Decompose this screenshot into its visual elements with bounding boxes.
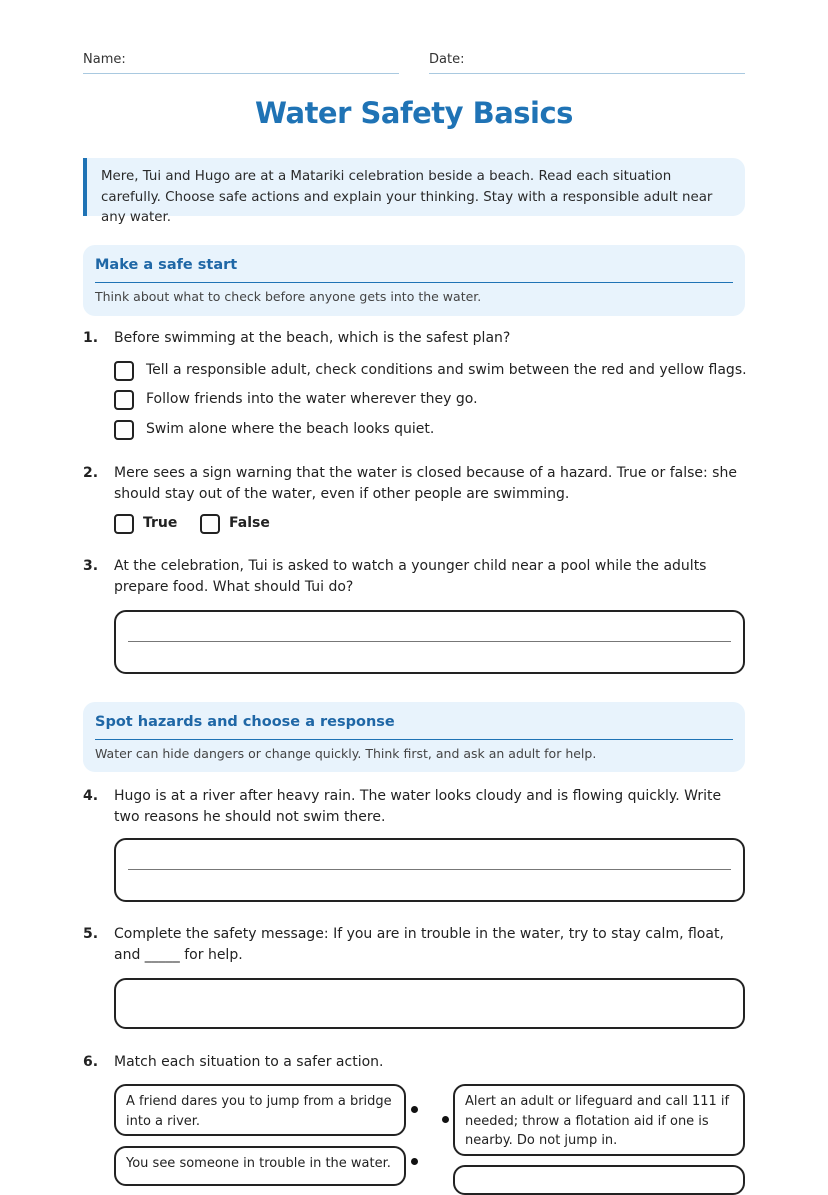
q4-answer-box[interactable] — [114, 838, 745, 902]
question-text: At the celebration, Tui is asked to watch a younger child near a pool while the adults prepare food. What should Tui do? — [114, 558, 707, 595]
intro-text: Mere, Tui and Hugo are at a Matariki celebration beside a beach. Read each situation carefully. Choose safe actions and explain your thinking. Stay with a responsible adult near any water. — [101, 169, 713, 225]
section-spot-hazards — [83, 702, 745, 772]
option-label: Swim alone where the beach looks quiet. — [146, 421, 435, 437]
section-subtitle: Think about what to check before anyone gets into the water. — [95, 289, 482, 304]
question-4 — [83, 786, 745, 830]
question-text: Complete the safety message: If you are in trouble in the water, try to stay calm, float, and _____ for help. — [114, 926, 724, 963]
question-number: 5. — [83, 926, 99, 942]
match-dot-left-2[interactable] — [411, 1158, 418, 1165]
option-label: Follow friends into the water wherever they go. — [146, 391, 478, 407]
match-text: You see someone in trouble in the water. — [126, 1156, 391, 1171]
question-number: 1. — [83, 330, 99, 346]
checkbox[interactable] — [114, 390, 134, 410]
match-text: A friend dares you to jump from a bridge into a river. — [126, 1094, 392, 1129]
q2-option-true[interactable] — [114, 513, 194, 537]
option-label: Tell a responsible adult, check conditions and swim between the red and yellow flags. — [146, 362, 747, 378]
answer-line — [128, 641, 731, 642]
checkbox[interactable] — [200, 514, 220, 534]
section-safe-start — [83, 245, 745, 316]
question-number: 4. — [83, 788, 99, 804]
question-5 — [83, 924, 745, 968]
intro-box — [83, 158, 745, 225]
name-label: Name: — [83, 52, 126, 67]
match-right-2[interactable] — [453, 1165, 745, 1195]
section-title: Spot hazards and choose a response — [95, 702, 733, 740]
name-field[interactable] — [83, 52, 399, 74]
match-left-1[interactable] — [114, 1084, 406, 1136]
match-right-1[interactable] — [453, 1084, 745, 1156]
match-text: Alert an adult or lifeguard and call 111 if needed; throw a flotation aid if one is nearby. Do not jump in. — [465, 1094, 730, 1148]
question-number: 6. — [83, 1054, 99, 1070]
match-dot-right-1[interactable] — [442, 1116, 449, 1123]
q2-option-false[interactable] — [200, 513, 290, 537]
checkbox[interactable] — [114, 514, 134, 534]
date-field[interactable] — [429, 52, 745, 74]
match-left-2[interactable] — [114, 1146, 406, 1186]
option-label: False — [229, 515, 270, 531]
question-text: Before swimming at the beach, which is the safest plan? — [114, 330, 511, 346]
date-label: Date: — [429, 52, 465, 67]
match-dot-left-1[interactable] — [411, 1106, 418, 1113]
checkbox[interactable] — [114, 361, 134, 381]
question-2 — [83, 463, 745, 507]
checkbox[interactable] — [114, 420, 134, 440]
question-number: 3. — [83, 558, 99, 574]
question-3 — [83, 556, 745, 600]
q2-options — [114, 513, 414, 537]
q3-answer-box[interactable] — [114, 610, 745, 674]
question-text: Hugo is at a river after heavy rain. The water looks cloudy and is flowing quickly. Write two reasons he should not swim there. — [114, 788, 722, 825]
option-label: True — [143, 515, 178, 531]
page-title: Water Safety Basics — [255, 96, 573, 130]
q5-answer-box[interactable] — [114, 978, 745, 1029]
header-fields — [83, 52, 745, 74]
question-text: Mere sees a sign warning that the water is closed because of a hazard. True or false: she should stay out of the water, even if other people are swimming. — [114, 465, 737, 502]
section-title: Make a safe start — [95, 245, 733, 283]
question-number: 2. — [83, 465, 99, 481]
section-subtitle: Water can hide dangers or change quickly. Think first, and ask an adult for help. — [95, 746, 597, 761]
answer-line — [128, 869, 731, 870]
question-text: Match each situation to a safer action. — [114, 1054, 384, 1070]
